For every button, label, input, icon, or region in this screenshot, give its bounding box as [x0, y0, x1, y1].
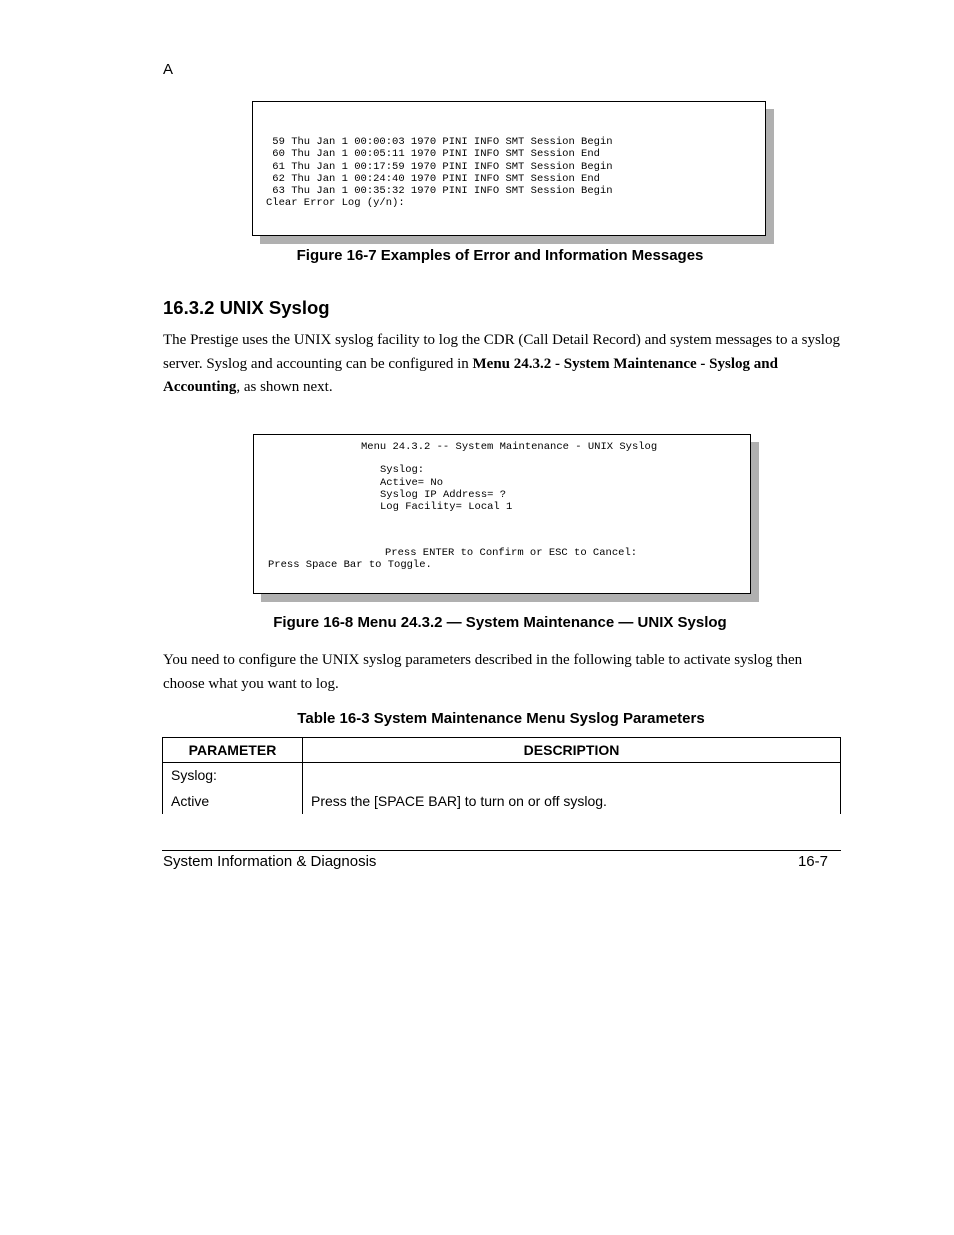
confirm-prompt: Press ENTER to Confirm or ESC to Cancel: [385, 547, 638, 559]
active-field: Active= No [380, 477, 444, 489]
table-header-row [162, 737, 841, 763]
description-column [303, 763, 841, 814]
syslog-label: Syslog: [380, 464, 425, 476]
figure-16-8-caption: Figure 16-8 Menu 24.3.2 — System Maintenance — UNIX Syslog [273, 614, 727, 631]
toggle-hint: Press Space Bar to Toggle. [268, 559, 432, 571]
parameter-column [162, 763, 303, 814]
footer-page-number: 16-7 [797, 853, 828, 870]
footer-chapter-title: System Information & Diagnosis [163, 853, 377, 870]
syslog-ip-field: Syslog IP Address= ? [380, 489, 507, 501]
page-header-letter: A [163, 61, 174, 78]
syslog-parameters-table [162, 737, 841, 814]
error-log-terminal [252, 101, 766, 236]
table-intro-paragraph: You need to configure the UNIX syslog parameters described in the following table to activate syslog then choose what you want to log. [163, 652, 803, 692]
section-heading: 16.3.2 UNIX Syslog [163, 297, 330, 318]
intro-text-start: The Prestige uses the UNIX syslog facility to log the CDR (Call Detail Record) and system messages to a syslog server. Syslog and accounting can be configured in [163, 332, 840, 372]
table-body [162, 763, 841, 814]
error-log-text: 59 Thu Jan 1 00:00:03 1970 PINI INFO SMT Session Begin 60 Thu Jan 1 00:05:11 1970 PINI INFO SMT Session End 61 Thu Jan 1 00:17:59 1970 PINI INFO SMT Session Begin 62 Thu Jan 1 00:24:40 1970 PINI INFO SMT Session End 63 Thu Jan 1 00:35:32 1970 PINI INFO SMT Session Begin Clear Error Log (y/n): [266, 136, 613, 210]
figure-16-7-caption: Figure 16-7 Examples of Error and Information Messages [296, 247, 704, 264]
intro-text-end: , as shown next. [236, 379, 333, 395]
param-syslog: Syslog: [171, 767, 217, 783]
header-description: DESCRIPTION [303, 738, 841, 762]
table-16-3-caption: Table 16-3 System Maintenance Menu Syslog Parameters [297, 710, 705, 727]
menu-title: Menu 24.3.2 -- System Maintenance - UNIX Syslog [361, 441, 658, 453]
log-facility-field: Log Facility= Local 1 [380, 501, 513, 513]
syslog-menu-terminal [253, 434, 751, 594]
intro-paragraph [163, 329, 843, 400]
header-parameter: PARAMETER [162, 738, 303, 762]
intro-text-menu-ref: Menu 24.3.2 - System Maintenance - Syslog and Accounting [163, 355, 778, 395]
desc-active: Press the [SPACE BAR] to turn on or off syslog. [311, 793, 607, 809]
footer-rule [162, 850, 841, 851]
param-active: Active [171, 793, 210, 809]
